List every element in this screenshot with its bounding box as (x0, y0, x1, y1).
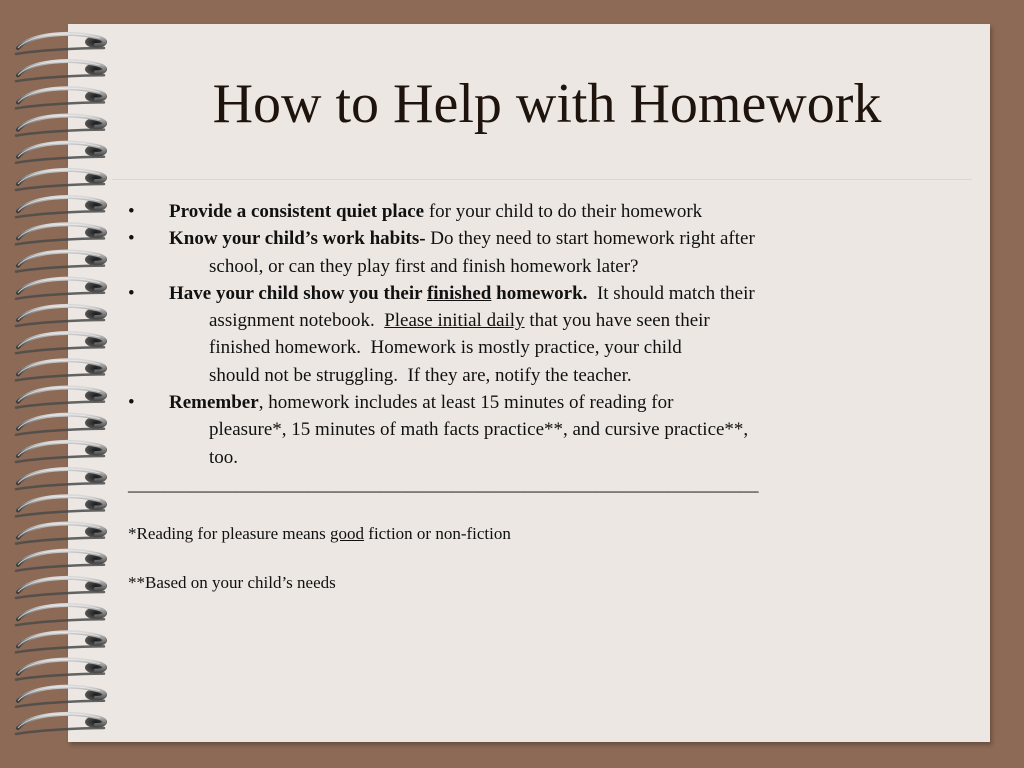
title-divider (112, 179, 972, 180)
binding-ring (16, 388, 107, 408)
binding-ring (16, 632, 107, 652)
text-run: fiction or non-fiction (364, 524, 511, 543)
text-run: good (330, 524, 365, 543)
binding-ring (16, 306, 107, 326)
binding-ring (16, 442, 107, 462)
text-run: homework. (491, 282, 588, 304)
binding-ring (16, 714, 107, 734)
text-run: Remember (169, 392, 259, 414)
text-run: Have your child show you their (169, 282, 427, 304)
text-run: Do they need to start homework right after (425, 228, 755, 250)
binding-ring (16, 224, 107, 244)
binding-ring (16, 34, 107, 54)
bullet-line (169, 280, 988, 307)
binding-ring (16, 252, 107, 272)
text-run: school, or can they play first and finish homework later? (209, 255, 639, 277)
bullet-item (128, 389, 988, 471)
bullet-item (128, 280, 988, 389)
bullet-marker: • (128, 228, 135, 250)
binding-ring (16, 279, 107, 299)
bullet-line (169, 416, 988, 443)
bullet-line (169, 198, 988, 225)
text-run: It should match their (587, 282, 755, 304)
bullet-line (169, 334, 988, 361)
binding-ring (16, 551, 107, 571)
bullet-line (169, 362, 988, 389)
bullet-line (169, 444, 988, 471)
bullet-item (128, 198, 988, 225)
text-run: Please initial daily (384, 310, 525, 332)
bullet-line (169, 253, 988, 280)
text-run: should not be struggling. If they are, notify the teacher. (209, 364, 632, 386)
text-run: , homework includes at least 15 minutes of reading for (258, 392, 674, 414)
page-title: How to Help with Homework (212, 73, 882, 135)
bullet-marker: • (128, 392, 135, 414)
binding-ring (16, 143, 107, 163)
bullet-line (169, 225, 988, 252)
text-run: **Based on your child’s needs (128, 573, 336, 592)
binding-ring (16, 687, 107, 707)
binding-ring (16, 333, 107, 353)
bullet-line (169, 389, 988, 416)
text-run: finished homework. Homework is mostly practice, your child (209, 337, 682, 359)
binding-ring (16, 605, 107, 625)
text-run: assignment notebook. (209, 310, 385, 332)
text-run: Know your child’s work habits- (169, 228, 426, 250)
bullet-line (169, 307, 988, 334)
binding-ring (16, 197, 107, 217)
footnote (128, 573, 336, 593)
binding-ring (16, 469, 107, 489)
text-run: *Reading for pleasure means (128, 524, 331, 543)
separator-line: ______________________________________________________________________ (128, 473, 758, 495)
binding-ring (16, 524, 107, 544)
binding-ring (16, 660, 107, 680)
binding-ring (16, 496, 107, 516)
bullet-item (128, 225, 988, 280)
text-run: that you have seen their (524, 310, 710, 332)
binding-ring (16, 360, 107, 380)
text-run: finished (426, 282, 492, 304)
binding-ring (16, 415, 107, 435)
footnote (128, 524, 511, 544)
binding-ring (16, 578, 107, 598)
bullet-list (128, 198, 988, 498)
text-run: Provide a consistent quiet place (169, 201, 425, 222)
text-run: pleasure*, 15 minutes of math facts practice**, and cursive practice**, (209, 419, 749, 441)
bullet-marker: • (128, 282, 135, 304)
binding-ring (16, 170, 107, 190)
text-run: too. (209, 446, 239, 468)
bullet-marker: • (128, 201, 135, 222)
text-run: for your child to do their homework (424, 201, 703, 222)
